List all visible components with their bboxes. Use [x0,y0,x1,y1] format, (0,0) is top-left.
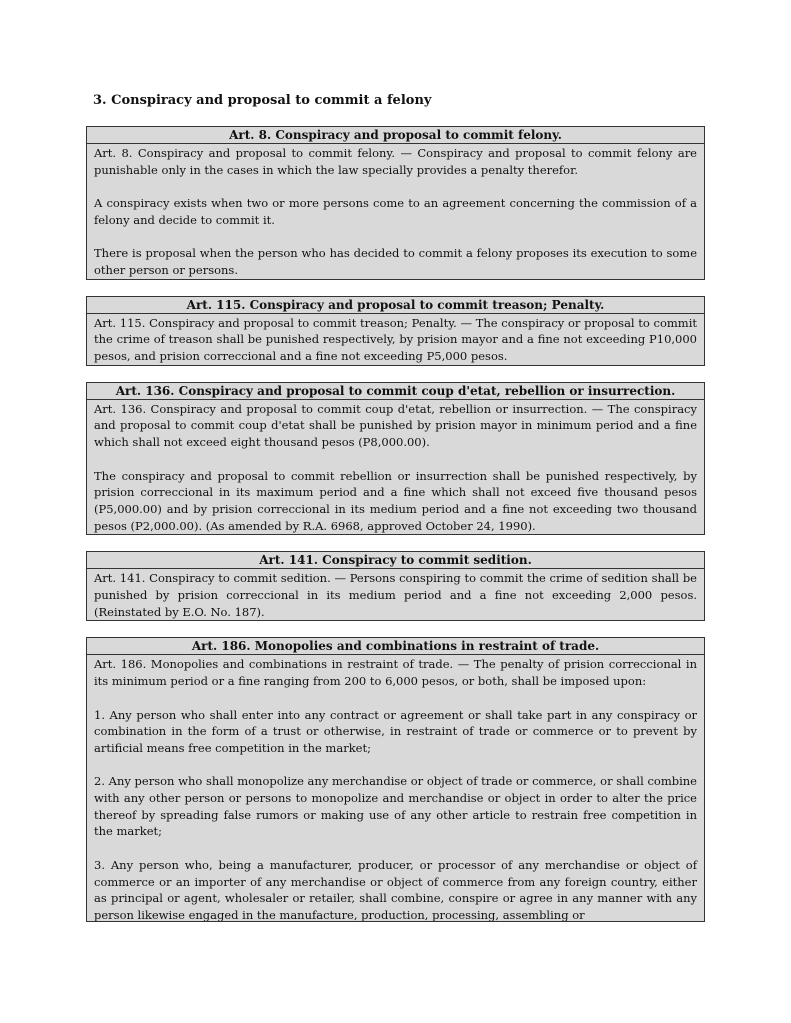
section-heading: 3. Conspiracy and proposal to commit a felony [93,93,432,108]
article-title: Art. 115. Conspiracy and proposal to commit treason; Penalty. [87,297,704,314]
article-title: Art. 8. Conspiracy and proposal to commit felony. [87,127,704,144]
article-box [86,296,705,366]
article-paragraph: 3. Any person who, being a manufacturer, producer, or processor of any merchandise or object of commerce or an importer of any merchandise or object of commerce from any foreign country, either as principal or agent, wholesaler or retailer, shall combine, conspire or agree in any manner with any person likewise engaged in the manufacture, production, processing, assembling or [94,857,697,922]
article-box [86,382,705,536]
article-paragraph: Art. 115. Conspiracy and proposal to commit treason; Penalty. — The conspiracy or proposal to commit the crime of treason shall be punished respectively, by prision mayor and a fine not exceeding P10,000 pesos, and prision correccional and a fine not exceeding P5,000 pesos. [94,315,697,363]
article-title: Art. 186. Monopolies and combinations in restraint of trade. [87,638,704,655]
article-paragraph: Art. 8. Conspiracy and proposal to commit felony. — Conspiracy and proposal to commit felony are punishable only in the cases in which the law specially provides a penalty therefor. [94,146,697,177]
article-paragraph: A conspiracy exists when two or more persons come to an agreement concerning the commission of a felony and decide to commit it. [94,196,697,227]
article-paragraph: Art. 186. Monopolies and combinations in restraint of trade. — The penalty of prision correccional in its minimum period or a fine ranging from 200 to 6,000 pesos, or both, shall be imposed upon: [94,657,697,689]
article-box [86,126,705,280]
article-body [87,569,704,620]
article-paragraph: Art. 136. Conspiracy and proposal to commit coup d'etat, rebellion or insurrection. — The conspiracy and proposal to commit coup d'etat shall be punished by prision mayor in minimum period and a fine which shall not exceed eight thousand pesos (P8,000.00). [94,401,697,450]
article-body [87,314,704,365]
article-title: Art. 141. Conspiracy to commit sedition. [87,552,704,569]
article-paragraph: 1. Any person who shall enter into any contract or agreement or shall take part in any conspiracy or combination in the form of a trust or otherwise, in restraint of trade or commerce or to prevent by artificial means free competition in the market; [94,707,697,755]
article-paragraph: Art. 141. Conspiracy to commit sedition. — Persons conspiring to commit the crime of sedition shall be punished by prision correccional in its medium period and a fine not exceeding 2,000 pesos. (Reinstated by E.O. No. 187). [94,571,697,619]
articles-list [86,126,705,922]
article-body [87,655,704,921]
article-paragraph: The conspiracy and proposal to commit rebellion or insurrection shall be punished respectively, by prision correccional in its maximum period and a fine which shall not exceed five thousand pesos (P5,000.00) and by prision correccional in its medium period and a fine not exceeding two thousand pesos (P2,000.00). (As amended by R.A. 6968, approved October 24, 1990). [94,468,697,533]
article-box [86,637,705,922]
article-body [87,400,704,535]
article-paragraph: There is proposal when the person who has decided to commit a felony proposes its execution to some other person or persons. [94,246,697,277]
article-paragraph: 2. Any person who shall monopolize any merchandise or object of trade or commerce, or shall combine with any other person or persons to monopolize and merchandise or object in order to alter the price thereof by spreading false rumors or making use of any other article to restrain free competition in the market; [94,774,697,839]
article-box [86,551,705,621]
article-body [87,144,704,279]
article-title: Art. 136. Conspiracy and proposal to commit coup d'etat, rebellion or insurrection. [87,383,704,400]
